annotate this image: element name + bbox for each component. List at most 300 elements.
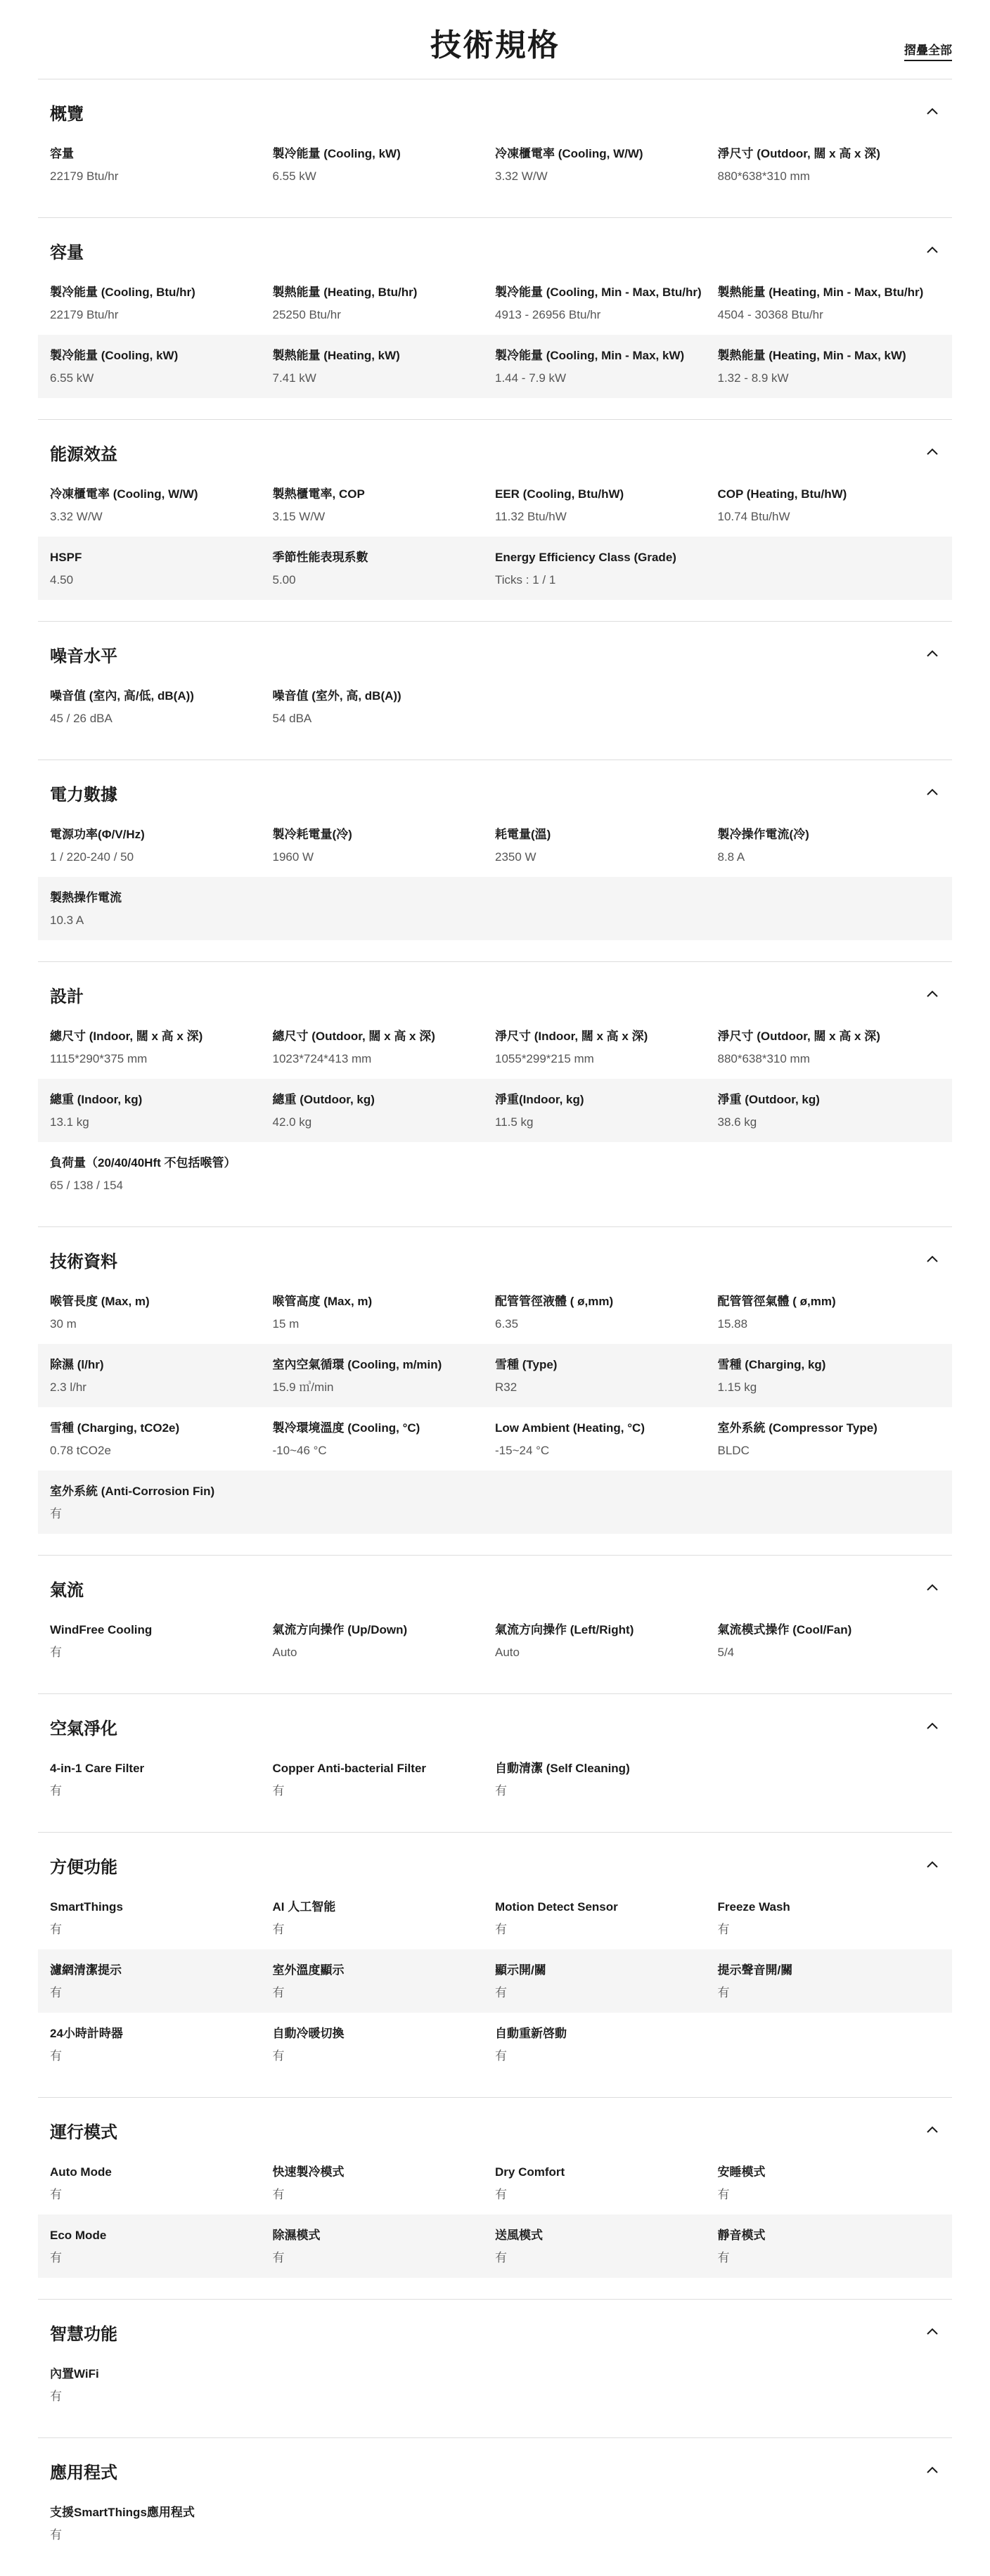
spec-row bbox=[38, 473, 952, 537]
spec-item bbox=[495, 473, 718, 537]
section-title: 氣流 bbox=[50, 1580, 84, 1600]
spec-value: 8.8 A bbox=[717, 850, 745, 864]
spec-item bbox=[495, 2013, 718, 2076]
spec-label: 噪音值 (室內, 高/低, dB(A)) bbox=[50, 689, 194, 703]
spec-row bbox=[38, 2013, 952, 2076]
spec-label: 淨尺寸 (Outdoor, 闊 x 高 x 深) bbox=[717, 1030, 880, 1043]
spec-label: EER (Cooling, Btu/hW) bbox=[495, 487, 624, 501]
section-title: 設計 bbox=[50, 987, 84, 1006]
spec-value: 有 bbox=[50, 1507, 62, 1520]
spec-value: 6.35 bbox=[495, 1317, 519, 1331]
spec-label: 製冷耗電量(冷) bbox=[272, 828, 352, 841]
spec-label: 淨尺寸 (Outdoor, 闊 x 高 x 深) bbox=[717, 147, 880, 160]
spec-value: 有 bbox=[272, 1784, 285, 1798]
spec-item bbox=[50, 2353, 273, 2416]
spec-item bbox=[50, 1949, 273, 2013]
spec-sections bbox=[0, 79, 990, 2576]
spec-item bbox=[273, 2151, 496, 2215]
spec-value: 有 bbox=[50, 2528, 62, 2542]
spec-label: 製熱能量 (Heating, kW) bbox=[272, 349, 400, 362]
spec-grid bbox=[38, 1609, 952, 1672]
spec-value: 880*638*310 mm bbox=[717, 1052, 810, 1065]
spec-value: 有 bbox=[50, 2251, 62, 2264]
spec-row bbox=[38, 1748, 952, 1811]
spec-row bbox=[38, 2151, 952, 2215]
spec-grid bbox=[38, 2353, 952, 2416]
page-header bbox=[0, 0, 990, 79]
spec-item bbox=[273, 2013, 496, 2076]
spec-value: 有 bbox=[495, 2251, 507, 2264]
spec-row bbox=[38, 1949, 952, 2013]
spec-label: 4-in-1 Care Filter bbox=[50, 1762, 145, 1775]
spec-row bbox=[38, 1344, 952, 1407]
spec-grid bbox=[38, 1281, 952, 1534]
spec-item bbox=[273, 1407, 496, 1470]
spec-value: 1115*290*375 mm bbox=[50, 1052, 148, 1065]
section-header[interactable] bbox=[38, 640, 952, 668]
spec-label: 顯示開/關 bbox=[495, 1963, 546, 1977]
spec-item bbox=[718, 271, 941, 335]
spec-label: 喉管長度 (Max, m) bbox=[50, 1295, 150, 1308]
spec-label: 製熱能量 (Heating, Btu/hr) bbox=[272, 286, 418, 299]
spec-item bbox=[495, 1609, 718, 1672]
spec-item bbox=[50, 1142, 273, 1205]
spec-value: 有 bbox=[272, 2049, 285, 2063]
spec-value: 3.32 W/W bbox=[495, 169, 548, 183]
spec-item bbox=[718, 1609, 941, 1672]
spec-value: 42.0 kg bbox=[272, 1115, 312, 1129]
spec-value: 10.3 A bbox=[50, 914, 84, 927]
spec-value: 13.1 kg bbox=[50, 1115, 89, 1129]
spec-item bbox=[273, 335, 496, 398]
spec-item bbox=[50, 537, 273, 600]
spec-label: 濾網清潔提示 bbox=[50, 1963, 122, 1977]
chevron-up-icon[interactable] bbox=[925, 243, 940, 258]
spec-value: 有 bbox=[272, 2251, 285, 2264]
spec-label: 氣流方向操作 (Left/Right) bbox=[495, 1623, 634, 1636]
section-header[interactable] bbox=[38, 2116, 952, 2144]
spec-item bbox=[273, 473, 496, 537]
section-title: 噪音水平 bbox=[50, 646, 117, 666]
spec-value: 有 bbox=[50, 1923, 62, 1936]
spec-item bbox=[495, 1407, 718, 1470]
spec-value: 11.32 Btu/hW bbox=[495, 510, 567, 523]
spec-value: 5.00 bbox=[272, 573, 296, 587]
chevron-up-icon[interactable] bbox=[925, 646, 940, 662]
page-title: 技術規格 bbox=[430, 28, 560, 63]
spec-value: 22179 Btu/hr bbox=[50, 308, 119, 321]
spec-label: 容量 bbox=[50, 147, 74, 160]
spec-value: 有 bbox=[495, 1923, 507, 1936]
spec-row bbox=[38, 2353, 952, 2416]
spec-label: Copper Anti-bacterial Filter bbox=[272, 1762, 427, 1775]
spec-value: 有 bbox=[272, 1986, 285, 1999]
spec-label: Eco Mode bbox=[50, 2229, 107, 2242]
spec-section bbox=[38, 2437, 952, 2576]
section-header[interactable] bbox=[38, 1851, 952, 1879]
section-title: 方便功能 bbox=[50, 1857, 117, 1877]
spec-label: 除濕 (l/hr) bbox=[50, 1358, 104, 1371]
spec-label: 淨重 (Outdoor, kg) bbox=[717, 1093, 820, 1106]
spec-row bbox=[38, 335, 952, 398]
spec-label: 製冷能量 (Cooling, kW) bbox=[272, 147, 401, 160]
spec-value: -10~46 °C bbox=[272, 1444, 327, 1457]
spec-label: 配管管徑氣體 ( ø,mm) bbox=[717, 1295, 836, 1308]
spec-label: 總尺寸 (Indoor, 闊 x 高 x 深) bbox=[50, 1030, 203, 1043]
spec-item bbox=[495, 814, 718, 877]
spec-item bbox=[718, 1079, 941, 1142]
spec-value: 有 bbox=[50, 2188, 62, 2201]
spec-section bbox=[38, 961, 952, 1226]
spec-row bbox=[38, 1407, 952, 1470]
spec-label: COP (Heating, Btu/hW) bbox=[717, 487, 847, 501]
spec-row bbox=[38, 1079, 952, 1142]
spec-value: 有 bbox=[717, 1923, 730, 1936]
chevron-up-icon[interactable] bbox=[925, 1580, 940, 1596]
spec-value: 有 bbox=[272, 1923, 285, 1936]
spec-grid bbox=[38, 271, 952, 398]
section-title: 容量 bbox=[50, 243, 84, 262]
spec-item bbox=[50, 133, 273, 196]
spec-value: 15.88 bbox=[717, 1317, 748, 1331]
spec-value: 4.50 bbox=[50, 573, 74, 587]
spec-label: 室外系統 (Compressor Type) bbox=[717, 1421, 878, 1435]
spec-value: 10.74 Btu/hW bbox=[717, 510, 790, 523]
spec-label: 噪音值 (室外, 高, dB(A)) bbox=[272, 689, 401, 703]
spec-item bbox=[50, 1886, 273, 1949]
spec-item bbox=[50, 1015, 273, 1079]
section-header[interactable] bbox=[38, 236, 952, 264]
spec-row bbox=[38, 1142, 952, 1205]
spec-section bbox=[38, 419, 952, 621]
spec-item bbox=[50, 877, 273, 940]
spec-item bbox=[50, 335, 273, 398]
spec-row bbox=[38, 2492, 952, 2555]
spec-value: 有 bbox=[495, 2049, 507, 2063]
spec-item bbox=[50, 2215, 273, 2278]
spec-value: 有 bbox=[495, 1986, 507, 1999]
spec-value: BLDC bbox=[717, 1444, 750, 1457]
spec-label: Dry Comfort bbox=[495, 2165, 565, 2179]
spec-item bbox=[495, 1281, 718, 1344]
spec-value: 5/4 bbox=[717, 1646, 735, 1659]
spec-value: 1.44 - 7.9 kW bbox=[495, 371, 567, 385]
spec-value: Auto bbox=[495, 1646, 520, 1659]
spec-label: 提示聲音開/關 bbox=[717, 1963, 793, 1977]
chevron-up-icon[interactable] bbox=[925, 785, 940, 800]
spec-value: 11.5 kg bbox=[495, 1115, 534, 1129]
spec-label: 雪種 (Charging, kg) bbox=[717, 1358, 826, 1371]
spec-row bbox=[38, 1015, 952, 1079]
spec-section bbox=[38, 760, 952, 961]
spec-value: 25250 Btu/hr bbox=[272, 308, 341, 321]
spec-value: 6.55 kW bbox=[50, 371, 94, 385]
spec-item bbox=[273, 133, 496, 196]
spec-section bbox=[38, 621, 952, 760]
spec-item bbox=[718, 2215, 941, 2278]
spec-value: 3.15 W/W bbox=[272, 510, 326, 523]
spec-item bbox=[495, 1949, 718, 2013]
spec-value: 6.55 kW bbox=[272, 169, 316, 183]
section-title: 運行模式 bbox=[50, 2122, 117, 2142]
spec-value: 38.6 kg bbox=[717, 1115, 757, 1129]
spec-item bbox=[273, 537, 496, 600]
spec-value: 有 bbox=[50, 1986, 62, 1999]
spec-item bbox=[50, 1281, 273, 1344]
spec-section bbox=[38, 1226, 952, 1555]
spec-item bbox=[50, 473, 273, 537]
spec-label: Freeze Wash bbox=[717, 1900, 790, 1914]
spec-value: 有 bbox=[50, 1784, 62, 1798]
spec-section bbox=[38, 2097, 952, 2299]
spec-item bbox=[495, 1748, 718, 1811]
spec-value: 15 m bbox=[272, 1317, 300, 1331]
spec-row bbox=[38, 1470, 952, 1534]
spec-value: Auto bbox=[272, 1646, 297, 1659]
spec-grid bbox=[38, 1886, 952, 2076]
spec-item bbox=[273, 1949, 496, 2013]
spec-item bbox=[495, 133, 718, 196]
section-header[interactable] bbox=[38, 1574, 952, 1602]
spec-value: 0.78 tCO2e bbox=[50, 1444, 111, 1457]
spec-row bbox=[38, 133, 952, 196]
spec-value: 有 bbox=[717, 2251, 730, 2264]
chevron-up-icon[interactable] bbox=[925, 104, 940, 120]
spec-label: 總重 (Indoor, kg) bbox=[50, 1093, 143, 1106]
spec-item bbox=[718, 133, 941, 196]
spec-item bbox=[50, 2151, 273, 2215]
spec-item bbox=[50, 1748, 273, 1811]
spec-item bbox=[50, 1344, 273, 1407]
spec-value: 65 / 138 / 154 bbox=[50, 1179, 123, 1192]
spec-item bbox=[273, 814, 496, 877]
chevron-up-icon[interactable] bbox=[925, 2122, 940, 2138]
spec-label: HSPF bbox=[50, 551, 82, 564]
spec-item bbox=[718, 1949, 941, 2013]
spec-label: 耗電量(溫) bbox=[495, 828, 551, 841]
spec-item bbox=[273, 1609, 496, 1672]
chevron-up-icon[interactable] bbox=[925, 987, 940, 1002]
spec-value: 880*638*310 mm bbox=[717, 169, 810, 183]
spec-label: 氣流方向操作 (Up/Down) bbox=[272, 1623, 408, 1636]
spec-grid bbox=[38, 473, 952, 600]
spec-value: 54 dBA bbox=[272, 712, 312, 725]
spec-item bbox=[273, 1344, 496, 1407]
section-header[interactable] bbox=[38, 98, 952, 126]
spec-value: 22179 Btu/hr bbox=[50, 169, 119, 183]
spec-label: 製冷能量 (Cooling, Btu/hr) bbox=[50, 286, 195, 299]
spec-value: 有 bbox=[495, 1784, 507, 1798]
section-title: 概覽 bbox=[50, 104, 84, 124]
spec-row bbox=[38, 271, 952, 335]
spec-value: 1 / 220-240 / 50 bbox=[50, 850, 134, 864]
section-title: 技術資料 bbox=[50, 1252, 117, 1271]
spec-value: 2.3 l/hr bbox=[50, 1380, 86, 1394]
spec-value: 2350 W bbox=[495, 850, 536, 864]
spec-label: 電源功率(Φ/V/Hz) bbox=[50, 828, 145, 841]
spec-label: 雪種 (Charging, tCO2e) bbox=[50, 1421, 180, 1435]
spec-item bbox=[495, 271, 718, 335]
spec-value: 有 bbox=[272, 2188, 285, 2201]
section-title: 空氣淨化 bbox=[50, 1719, 117, 1738]
chevron-up-icon[interactable] bbox=[925, 2463, 940, 2478]
spec-grid bbox=[38, 2151, 952, 2278]
spec-label: 製冷操作電流(冷) bbox=[717, 828, 809, 841]
spec-label: 支援SmartThings應用程式 bbox=[50, 2506, 195, 2519]
spec-row bbox=[38, 2215, 952, 2278]
spec-value: 1960 W bbox=[272, 850, 314, 864]
spec-value: 有 bbox=[717, 2188, 730, 2201]
section-title: 應用程式 bbox=[50, 2463, 117, 2482]
spec-value: Ticks : 1 / 1 bbox=[495, 573, 556, 587]
spec-label: 除濕模式 bbox=[272, 2229, 321, 2242]
spec-label: WindFree Cooling bbox=[50, 1623, 153, 1636]
collapse-all-link[interactable]: 摺疊全部 bbox=[904, 40, 952, 61]
spec-item bbox=[718, 1886, 941, 1949]
spec-item bbox=[50, 271, 273, 335]
spec-item bbox=[50, 814, 273, 877]
spec-label: 冷凍櫃電率 (Cooling, W/W) bbox=[50, 487, 198, 501]
section-header[interactable] bbox=[38, 1245, 952, 1274]
spec-item bbox=[495, 1886, 718, 1949]
spec-value: 30 m bbox=[50, 1317, 77, 1331]
spec-value: 3.32 W/W bbox=[50, 510, 103, 523]
spec-value: 1.15 kg bbox=[717, 1380, 757, 1394]
spec-row bbox=[38, 1281, 952, 1344]
spec-label: 製冷能量 (Cooling, Min - Max, Btu/hr) bbox=[495, 286, 702, 299]
spec-grid bbox=[38, 814, 952, 940]
spec-section bbox=[38, 217, 952, 419]
spec-item bbox=[273, 1015, 496, 1079]
spec-value: 7.41 kW bbox=[272, 371, 316, 385]
spec-item bbox=[495, 1344, 718, 1407]
spec-item bbox=[50, 1407, 273, 1470]
spec-item bbox=[50, 1079, 273, 1142]
spec-section bbox=[38, 1832, 952, 2097]
spec-item bbox=[50, 675, 273, 738]
spec-row bbox=[38, 1886, 952, 1949]
spec-section bbox=[38, 1693, 952, 1832]
section-title: 智慧功能 bbox=[50, 2324, 117, 2344]
spec-item bbox=[718, 814, 941, 877]
spec-item bbox=[50, 1470, 273, 1534]
section-header[interactable] bbox=[38, 2456, 952, 2485]
spec-item bbox=[273, 1886, 496, 1949]
chevron-up-icon[interactable] bbox=[925, 1252, 940, 1267]
section-header[interactable] bbox=[38, 1712, 952, 1741]
chevron-up-icon[interactable] bbox=[925, 1719, 940, 1734]
spec-label: 自動清潔 (Self Cleaning) bbox=[495, 1762, 630, 1775]
spec-row bbox=[38, 877, 952, 940]
section-header[interactable] bbox=[38, 980, 952, 1008]
spec-item bbox=[495, 2215, 718, 2278]
spec-value: 1023*724*413 mm bbox=[272, 1052, 372, 1065]
spec-item bbox=[273, 2215, 496, 2278]
spec-value: 1055*299*215 mm bbox=[495, 1052, 594, 1065]
section-header[interactable] bbox=[38, 2318, 952, 2346]
spec-label: 冷凍櫃電率 (Cooling, W/W) bbox=[495, 147, 643, 160]
spec-row bbox=[38, 675, 952, 738]
spec-value: 15.9 ㎥/min bbox=[272, 1380, 334, 1394]
spec-label: Auto Mode bbox=[50, 2165, 112, 2179]
spec-value: 4504 - 30368 Btu/hr bbox=[717, 308, 823, 321]
spec-label: 季節性能表現系數 bbox=[272, 551, 368, 564]
spec-item bbox=[495, 2151, 718, 2215]
spec-row bbox=[38, 1609, 952, 1672]
spec-label: 淨重(Indoor, kg) bbox=[495, 1093, 584, 1106]
spec-item bbox=[718, 335, 941, 398]
spec-value: 有 bbox=[717, 1986, 730, 1999]
spec-label: 室外溫度顯示 bbox=[272, 1963, 345, 1977]
spec-item bbox=[718, 1407, 941, 1470]
spec-section bbox=[38, 79, 952, 217]
spec-label: 製冷能量 (Cooling, kW) bbox=[50, 349, 179, 362]
spec-value: R32 bbox=[495, 1380, 518, 1394]
spec-label: 喉管高度 (Max, m) bbox=[272, 1295, 373, 1308]
spec-label: 內置WiFi bbox=[50, 2367, 99, 2380]
spec-value: 有 bbox=[50, 2049, 62, 2063]
spec-label: 配管管徑液體 ( ø,mm) bbox=[495, 1295, 614, 1308]
spec-value: 4913 - 26956 Btu/hr bbox=[495, 308, 601, 321]
spec-label: 製冷能量 (Cooling, Min - Max, kW) bbox=[495, 349, 685, 362]
chevron-up-icon[interactable] bbox=[925, 1857, 940, 1873]
spec-label: Low Ambient (Heating, °C) bbox=[495, 1421, 645, 1435]
spec-label: SmartThings bbox=[50, 1900, 123, 1914]
spec-label: 靜音模式 bbox=[717, 2229, 766, 2242]
spec-section bbox=[38, 1555, 952, 1693]
spec-label: 淨尺寸 (Indoor, 闊 x 高 x 深) bbox=[495, 1030, 648, 1043]
section-header[interactable] bbox=[38, 778, 952, 807]
spec-label: 製熱能量 (Heating, Min - Max, kW) bbox=[717, 349, 906, 362]
chevron-up-icon[interactable] bbox=[925, 2324, 940, 2340]
spec-grid bbox=[38, 675, 952, 738]
section-title: 能源效益 bbox=[50, 444, 117, 464]
spec-value: 45 / 26 dBA bbox=[50, 712, 112, 725]
spec-label: 自動重新啓動 bbox=[495, 2027, 567, 2040]
spec-value: 有 bbox=[50, 1646, 62, 1659]
section-header[interactable] bbox=[38, 438, 952, 466]
spec-item bbox=[718, 473, 941, 537]
spec-item bbox=[273, 1281, 496, 1344]
spec-label: Energy Efficiency Class (Grade) bbox=[495, 551, 676, 564]
spec-label: 快速製冷模式 bbox=[272, 2165, 345, 2179]
spec-label: 室外系統 (Anti-Corrosion Fin) bbox=[50, 1485, 215, 1498]
spec-item bbox=[273, 675, 496, 738]
spec-item bbox=[718, 1015, 941, 1079]
spec-label: 送風模式 bbox=[495, 2229, 543, 2242]
spec-label: 24小時計時器 bbox=[50, 2027, 123, 2040]
spec-item bbox=[718, 1344, 941, 1407]
spec-grid bbox=[38, 1748, 952, 1811]
spec-label: Motion Detect Sensor bbox=[495, 1900, 618, 1914]
chevron-up-icon[interactable] bbox=[925, 444, 940, 460]
spec-item bbox=[495, 335, 718, 398]
spec-label: 負荷量（20/40/40Hft 不包括喉管） bbox=[50, 1156, 236, 1170]
spec-label: 氣流模式操作 (Cool/Fan) bbox=[717, 1623, 852, 1636]
spec-item bbox=[495, 1015, 718, 1079]
spec-item bbox=[50, 2492, 273, 2555]
spec-item bbox=[495, 537, 718, 600]
spec-row bbox=[38, 814, 952, 877]
section-title: 電力數據 bbox=[50, 785, 117, 805]
spec-item bbox=[718, 1281, 941, 1344]
spec-section bbox=[38, 2299, 952, 2437]
spec-label: 雪種 (Type) bbox=[495, 1358, 558, 1371]
spec-item bbox=[273, 1748, 496, 1811]
spec-item bbox=[718, 2151, 941, 2215]
spec-label: 製冷環境溫度 (Cooling, °C) bbox=[272, 1421, 420, 1435]
spec-item bbox=[273, 271, 496, 335]
